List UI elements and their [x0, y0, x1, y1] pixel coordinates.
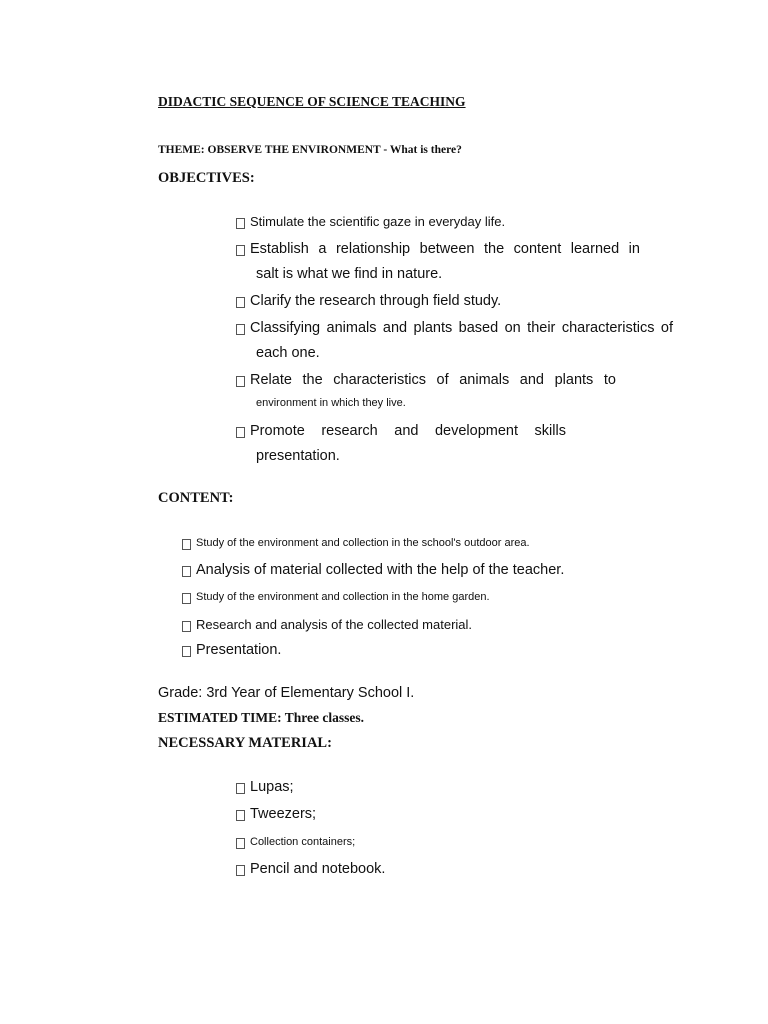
material-item	[236, 861, 385, 877]
objective-text: Clarify the research through field study.	[250, 293, 502, 309]
objective-item	[236, 241, 640, 257]
justified-word: characteristics	[333, 372, 426, 388]
justified-word: animals	[326, 320, 377, 336]
justified-word: of	[436, 372, 449, 388]
justified-word: and	[394, 423, 419, 439]
document-title: DIDACTIC SEQUENCE OF SCIENCE TEACHING	[158, 94, 466, 109]
justified-word: characteristics	[561, 320, 655, 336]
objective-item	[236, 293, 501, 309]
bullet-box-icon	[182, 621, 191, 632]
justified-word: between	[419, 241, 475, 257]
bullet-box-icon	[236, 297, 245, 308]
objective-item	[236, 423, 566, 439]
material-item-text: Pencil and notebook.	[250, 861, 386, 877]
objective-text-justified	[250, 241, 640, 257]
justified-word: Relate	[250, 372, 292, 388]
content-heading: CONTENT:	[158, 490, 234, 506]
objective-item	[236, 372, 616, 388]
bullet-box-icon	[182, 566, 191, 577]
content-item	[182, 617, 472, 632]
justified-word: on	[504, 320, 521, 336]
justified-word: animals	[459, 372, 510, 388]
bullet-box-icon	[236, 838, 245, 849]
content-item-text: Presentation.	[196, 642, 282, 658]
justified-word: their	[527, 320, 556, 336]
estimated-time-line: ESTIMATED TIME: Three classes.	[158, 710, 365, 725]
bullet-box-icon	[236, 324, 245, 335]
justified-word: the	[483, 241, 505, 257]
justified-word: and	[519, 372, 544, 388]
bullet-box-icon	[236, 427, 245, 438]
material-item-text: Tweezers;	[250, 806, 317, 822]
objective-item	[236, 214, 505, 229]
bullet-box-icon	[182, 539, 191, 550]
material-heading: NECESSARY MATERIAL:	[158, 735, 332, 751]
justified-word: Promote	[250, 423, 305, 439]
justified-word: to	[603, 372, 616, 388]
objective-item	[236, 320, 673, 336]
justified-word: research	[321, 423, 378, 439]
bullet-box-icon	[236, 865, 245, 876]
objectives-heading: OBJECTIVES:	[158, 170, 255, 186]
justified-word: content	[513, 241, 562, 257]
justified-word: plants	[554, 372, 594, 388]
grade-line: Grade: 3rd Year of Elementary School I.	[158, 685, 415, 701]
justified-word: in	[628, 241, 640, 257]
objective-text-justified	[250, 372, 616, 388]
justified-word: the	[302, 372, 323, 388]
objective-continuation: presentation.	[256, 448, 340, 464]
theme-line: THEME: OBSERVE THE ENVIRONMENT - What is there?	[158, 144, 462, 156]
justified-word: development	[434, 423, 519, 439]
justified-word: skills	[534, 423, 566, 439]
bullet-box-icon	[236, 376, 245, 387]
objective-continuation: each one.	[256, 345, 320, 361]
material-item-text: Lupas;	[250, 779, 294, 795]
justified-word: and	[382, 320, 408, 336]
objective-continuation: salt is what we find in nature.	[256, 266, 443, 282]
content-item	[182, 537, 530, 550]
material-item	[236, 779, 294, 795]
justified-word: a	[318, 241, 327, 257]
bullet-box-icon	[182, 646, 191, 657]
content-item	[182, 591, 490, 604]
justified-word: based	[458, 320, 499, 336]
justified-word: plants	[413, 320, 453, 336]
content-item-text: Study of the environment and collection in the school's outdoor area.	[196, 537, 530, 549]
justified-word: of	[660, 320, 673, 336]
justified-word: relationship	[335, 241, 411, 257]
content-item-text: Analysis of material collected with the help of the teacher.	[196, 562, 565, 578]
bullet-box-icon	[236, 810, 245, 821]
content-item	[182, 562, 564, 578]
bullet-box-icon	[182, 593, 191, 604]
justified-word: learned	[570, 241, 620, 257]
bullet-box-icon	[236, 783, 245, 794]
justified-word: Classifying	[250, 320, 321, 336]
content-item-text: Research and analysis of the collected material.	[196, 617, 473, 632]
justified-word: Establish	[250, 241, 309, 257]
objective-text: Stimulate the scientific gaze in everyday life.	[250, 214, 506, 229]
material-item	[236, 836, 355, 849]
content-item	[182, 642, 281, 658]
bullet-box-icon	[236, 218, 245, 229]
bullet-box-icon	[236, 245, 245, 256]
objective-text-justified	[250, 320, 673, 336]
material-item-text: Collection containers;	[250, 836, 356, 848]
objective-continuation: environment in which they live.	[256, 397, 406, 409]
content-item-text: Study of the environment and collection in the home garden.	[196, 591, 490, 603]
objective-text-justified	[250, 423, 566, 439]
material-item	[236, 806, 316, 822]
